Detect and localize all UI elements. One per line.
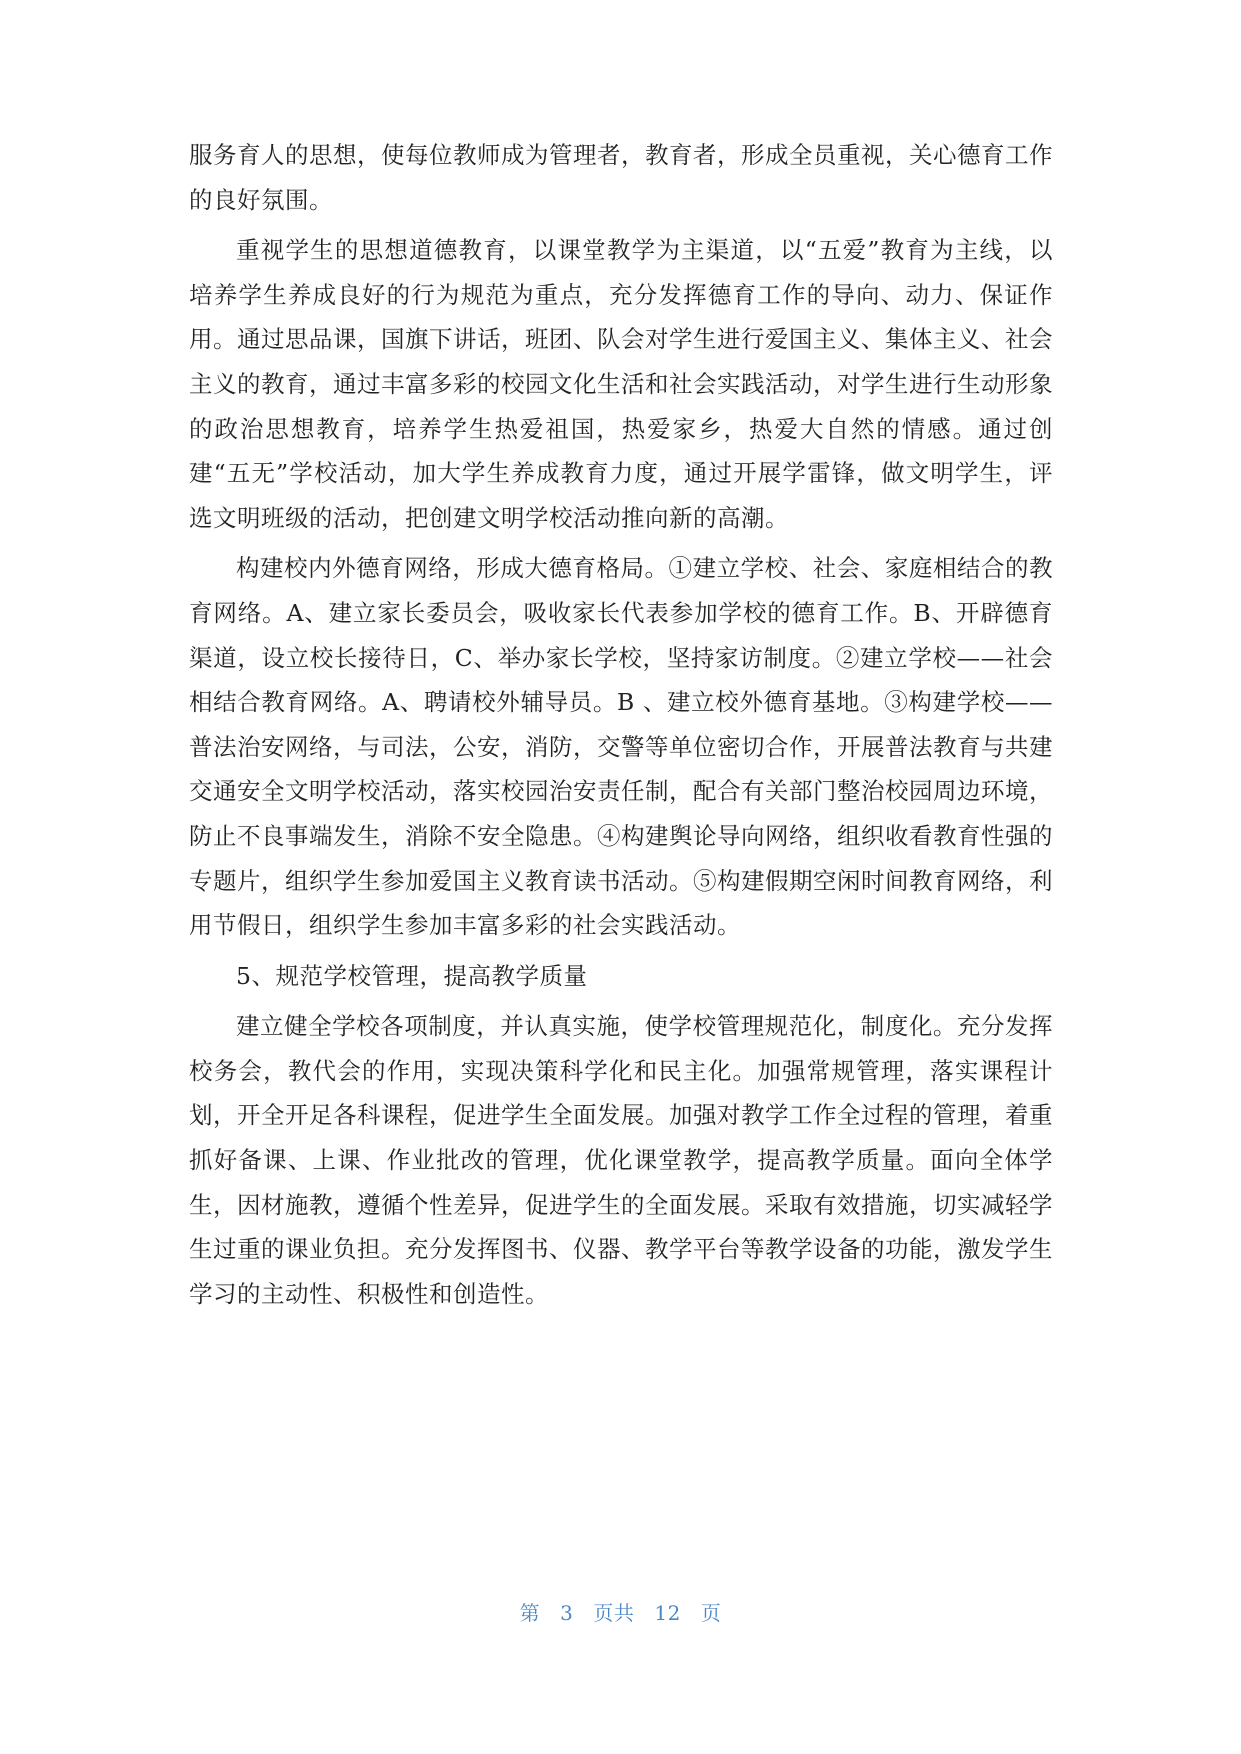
page-footer	[0, 1597, 1241, 1626]
paragraph-education-network: 构建校内外德育网络，形成大德育格局。①建立学校、社会、家庭相结合的教育网络。A、建立家长委员会，吸收家长代表参加学校的德育工作。B、开辟德育渠道，设立校长接待日，C、举办家长学校，坚持家访制度。②建立学校——社会相结合教育网络。A、聘请校外辅导员。B 、建立校外德育基地。③构建学校——普法治安网络，与司法，公安，消防，交警等单位密切合作，开展普法教育与共建交通安全文明学校活动，落实校园治安责任制，配合有关部门整治校园周边环境，防止不良事端发生，消除不安全隐患。④构建舆论导向网络，组织收看教育性强的专题片，组织学生参加爱国主义教育读书活动。⑤构建假期空闲时间教育网络，利用节假日，组织学生参加丰富多彩的社会实践活动。	[189, 554, 1053, 940]
footer-prefix: 第	[519, 1601, 541, 1625]
footer-suffix: 页	[700, 1601, 722, 1625]
footer-mid: 页共	[593, 1601, 635, 1625]
paragraph-school-management: 建立健全学校各项制度，并认真实施，使学校管理规范化，制度化。充分发挥校务会，教代会的作用，实现决策科学化和民主化。加强常规管理，落实课程计划，开全开足各科课程，促进学生全面发展。加强对教学工作全过程的管理，着重抓好备课、上课、作业批改的管理，优化课堂教学，提高教学质量。面向全体学生，因材施教，遵循个性差异，促进学生的全面发展。采取有效措施，切实减轻学生过重的课业负担。充分发挥图书、仪器、教学平台等教学设备的功能，激发学生学习的主动性、积极性和创造性。	[189, 1012, 1053, 1308]
section-heading: 5、规范学校管理，提高教学质量	[236, 961, 588, 990]
total-pages-number: 12	[654, 1601, 681, 1625]
current-page-number: 3	[560, 1601, 574, 1625]
paragraph-continuation: 服务育人的思想，使每位教师成为管理者，教育者，形成全员重视，关心德育工作的良好氛围。	[189, 141, 1053, 214]
document-body	[189, 133, 1053, 1322]
paragraph-moral-education: 重视学生的思想道德教育，以课堂教学为主渠道，以“五爱”教育为主线，以培养学生养成良好的行为规范为重点，充分发挥德育工作的导向、动力、保证作用。通过思品课，国旗下讲话，班团、队会对学生进行爱国主义、集体主义、社会主义的教育，通过丰富多彩的校园文化生活和社会实践活动，对学生进行生动形象的政治思想教育，培养学生热爱祖国，热爱家乡，热爱大自然的情感。通过创建“五无”学校活动，加大学生养成教育力度，通过开展学雷锋，做文明学生，评选文明班级的活动，把创建文明学校活动推向新的高潮。	[189, 236, 1053, 532]
